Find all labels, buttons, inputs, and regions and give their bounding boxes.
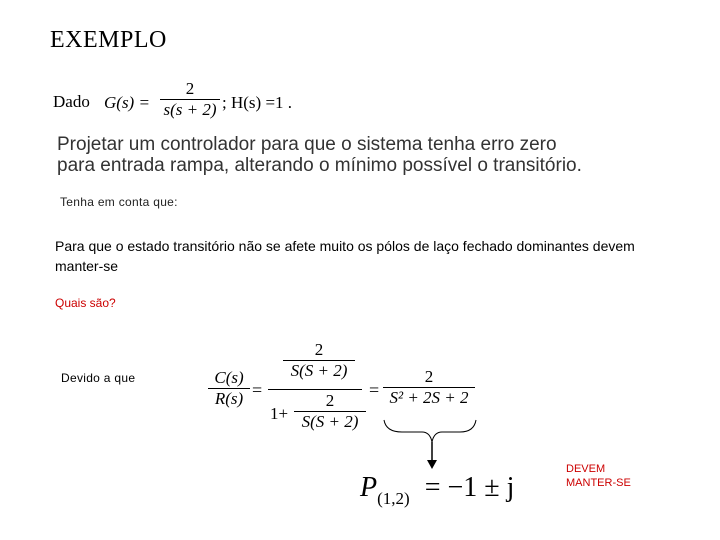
transient-paragraph: Para que o estado transitório não se afete muito os pólos de laço fechado dominantes devem manter-se	[55, 238, 635, 274]
inner-bottom-denominator: S(S + 2)	[301, 412, 359, 431]
inner-top-fraction	[283, 340, 355, 381]
inner-bottom-numerator: 2	[325, 391, 335, 410]
down-arrow-head	[427, 460, 437, 469]
inner-bottom-fraction	[294, 391, 366, 432]
rhs-fraction	[383, 367, 475, 408]
lhs-numerator: C(s)	[214, 368, 244, 387]
rhs-numerator: 2	[424, 367, 434, 386]
underbrace-arrow	[380, 418, 480, 470]
poles-expression	[360, 472, 515, 508]
equals-sign: =	[252, 380, 263, 400]
note-label: Tenha em conta que:	[60, 195, 178, 209]
g-fraction	[160, 79, 220, 120]
slide-title: EXEMPLO	[50, 27, 167, 53]
h-text: ; H(s) =1 .	[222, 93, 293, 112]
inner-top-numerator: 2	[314, 340, 324, 359]
must-keep-label: DEVEM MANTER-SE	[566, 463, 631, 489]
given-label: Dado	[53, 92, 90, 111]
rhs-denominator: S² + 2S + 2	[389, 388, 469, 407]
lhs-fraction	[208, 368, 250, 409]
pole-subscript: (1,2)	[377, 489, 410, 508]
g-lhs: G(s) =	[104, 93, 150, 112]
equals-sign-2: =	[369, 380, 380, 400]
main-fraction-bar	[268, 389, 362, 390]
g-denominator: s(s + 2)	[163, 100, 217, 119]
because-label: Devido a que	[61, 371, 136, 385]
objective-text	[57, 134, 582, 176]
pole-value: = −1 ± j	[424, 472, 515, 503]
pole-symbol: P	[360, 472, 378, 503]
question-text: Quais são?	[55, 296, 116, 310]
lhs-denominator: R(s)	[214, 389, 244, 408]
objective-line-1: Projetar um controlador para que o sistema tenha erro zero	[57, 134, 557, 155]
g-numerator: 2	[185, 79, 195, 98]
underbrace	[384, 420, 476, 442]
objective-line-2: para entrada rampa, alterando o mínimo possível o transitório.	[57, 155, 582, 176]
inner-top-denominator: S(S + 2)	[290, 361, 348, 380]
one-plus: 1+	[270, 404, 289, 423]
